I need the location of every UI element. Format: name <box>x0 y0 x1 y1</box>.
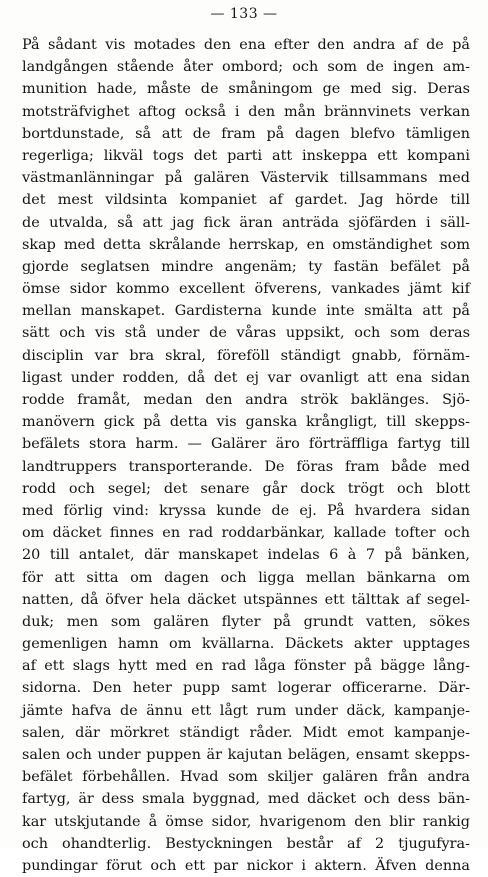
text-line: pundingar förut och ett par nickor i aktern. Äfven denna <box>22 857 470 874</box>
text-line: På sådant vis motades den ena efter den andra af de på <box>22 37 470 53</box>
text-line: sätt och vis stå under de våras uppsikt, och som deras <box>22 325 470 342</box>
text-line: bortdunstade, så att de fram på dagen blefvo tämligen <box>22 125 470 142</box>
text-line: landgången stående åter ombord; och som de ingen am- <box>22 59 470 76</box>
text-line: manövern gick på detta vis ganska krångligt, till skepps- <box>22 414 470 431</box>
text-line: om däcket finnes en rad roddarbänkar, kallade tofter och <box>22 525 470 542</box>
text-line: natten, då öfver hela däcket utspännes ett tälttak af segel- <box>22 591 470 608</box>
text-line: kar utskjutande å ömse sidor, hvarigenom den blir rankig <box>22 813 470 830</box>
text-line: munition hade, måste de småningom ge med sig. Deras <box>22 81 470 98</box>
text-line: mellan manskapet. Gardisterna kunde inte smälta att på <box>22 303 470 320</box>
text-line: gemenligen hamn om kvällarna. Däckets akter upptages <box>22 636 470 653</box>
text-line: af ett slags hytt med en rad låga fönster på bägge lång- <box>22 658 470 675</box>
text-line: jämte hafva de ännu ett lågt rum under däck, kampanje- <box>22 702 470 719</box>
text-line: för att sitta om dagen och ligga mellan bänkarna om <box>22 569 470 586</box>
text-line: disciplin var bra skral, föreföll ständigt gnabb, förnäm- <box>22 347 470 364</box>
text-line: landtruppers transporterande. De föras fram både med <box>22 458 470 475</box>
text-line: de utvalda, så att jag fick äran anträda sjöfärden i säll- <box>22 214 470 231</box>
text-line: ligast under rodden, då det ej var ovanligt att ena sidan <box>22 369 470 386</box>
text-line: ömse sidor kommo excellent öfverens, vankades jämt kif <box>22 281 470 298</box>
text-line: duk; men som galären flyter på grundt vatten, sökes <box>22 613 470 630</box>
text-line: gjorde seglatsen mindre angenäm; ty fastän befälet på <box>22 258 470 275</box>
page-number: — 133 — <box>210 6 278 22</box>
text-line: 20 till antalet, där manskapet indelas 6 à 7 på bänken, <box>22 547 470 564</box>
text-line: rodd och segel; det senare går dock trögt och blott <box>22 480 470 497</box>
text-line: motsträfvighet aftog också i den mån brännvinets verkan <box>22 103 470 120</box>
text-line: salen, där mörkret ständigt råder. Midt emot kampanje- <box>22 724 470 741</box>
text-line: befälet förbehållen. Hvad som skiljer galären från andra <box>22 769 470 786</box>
text-line: västmanlänningar på galären Västervik tillsammans med <box>22 170 470 187</box>
text-line: med förlig vind: kryssa kunde de ej. På hvardera sidan <box>22 502 470 519</box>
text-line: skap med detta skrålande herrskap, en omständighet som <box>22 236 470 253</box>
body-text <box>22 34 470 877</box>
text-line: regerliga; likväl togs det parti att inskeppa ett kompani <box>22 147 470 164</box>
text-line: befälets stora harm. — Galärer äro förträffliga fartyg till <box>22 436 470 453</box>
text-line: salen och under puppen är kajutan belägen, ensamt skepps- <box>22 747 470 763</box>
text-line: fartyg, är dess smala byggnad, med däcket och dess bän- <box>22 791 470 808</box>
text-line: rodde framåt, medan den andra strök baklänges. Sjö- <box>22 392 470 408</box>
text-line: sidorna. Den heter pupp samt logerar officerarne. Där- <box>22 680 470 697</box>
text-line: det mest vildsinta kompaniet af gardet. Jag hörde till <box>22 192 470 209</box>
text-line: och ohandterlig. Bestyckningen består af 2 tjugufyra- <box>22 835 470 852</box>
